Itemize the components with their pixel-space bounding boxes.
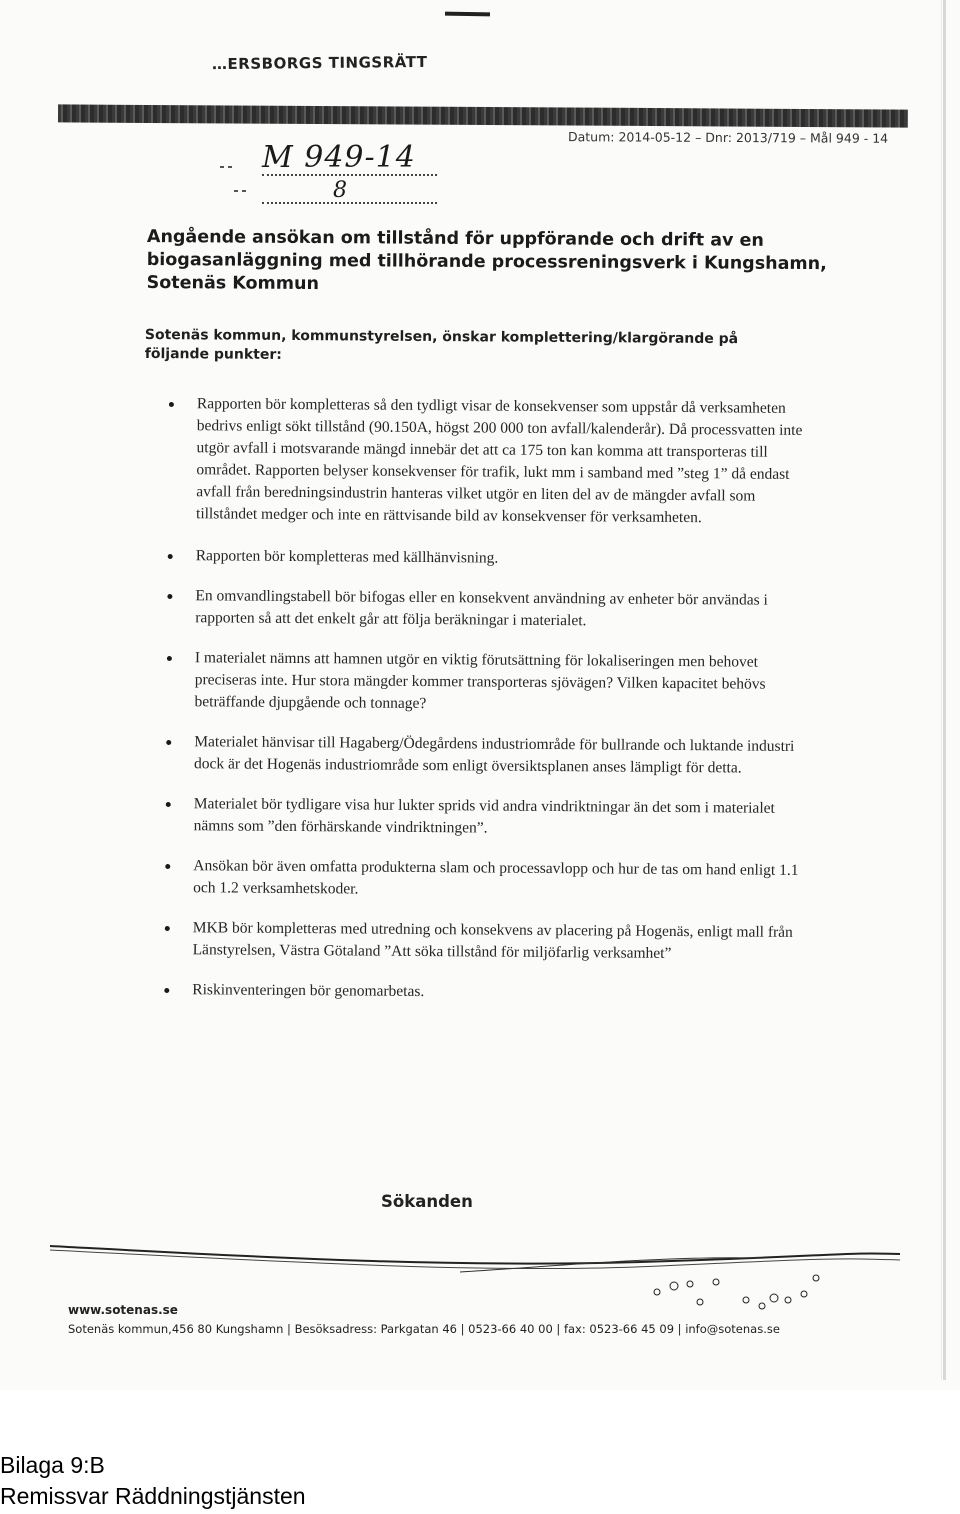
handwritten-aktbilaga: 8: [333, 178, 347, 203]
scan-edge: [943, 0, 946, 1380]
handwritten-case-number: M 949-14: [262, 140, 416, 175]
letter-subtitle: Sotenäs kommun, kommunstyrelsen, önskar komplettering/klargörande på följande punkter:: [144, 326, 739, 363]
footer-wave-logo: [40, 1232, 920, 1312]
footer-website: www.sotenas.se: [68, 1303, 178, 1317]
list-item: Rapporten bör kompletteras så den tydligt visar de konsekvenser som uppstår då verksamheten bedrivs enligt sökt tillstånd (90.150A, högst 200 000 ton avfall/kalenderår). Då processvatten inte utgör avfall i motsvarande mängd innebär det att ca 175 ton kan komma att transporteras till området. Rapporten belyser konsekvenser för trafik, lukt mm i samband med ”steg 1” då endast avfall från beredningsindustrin hanteras vilket utgör en liten del av de mängder avfall som tillståndet medger och inte en rättvisande bild av konsekvenser för verksamheten.: [167, 393, 818, 530]
signoff: Sökanden: [381, 1192, 473, 1211]
caption-attachment-label: Bilaga 9:B: [0, 1452, 105, 1478]
list-item: I materialet nämns att hamnen utgör en viktig förutsättning för lokaliseringen men behovet preciseras inte. Hur stora mängder kommer transporteras sjövägen? Vilken kapacitet behövs beträffande djupgående och tonnage?: [165, 647, 815, 718]
caption-description: Remissvar Räddningstjänsten: [0, 1483, 306, 1509]
list-item: Rapporten bör kompletteras med källhänvisning.: [167, 545, 817, 572]
letter-title: Angående ansökan om tillstånd för uppförande och drift av en biogasanläggning med tillhörande processreningsverk i Kungshamn, Sotenäs Kommun: [146, 226, 827, 295]
list-item: Riskinventeringen bör genomarbetas.: [163, 979, 813, 1006]
scan-edge-inner: [941, 0, 942, 1380]
list-item: Ansökan bör även omfatta produkterna slam och processavlopp och hur de tas om hand enligt 1.1 och 1.2 verksamhetskoder.: [164, 855, 814, 904]
aktbilaga-line: [262, 202, 437, 204]
scan-mark: [445, 12, 490, 17]
stamp-field-marks: [220, 160, 250, 200]
case-number-line: [262, 174, 437, 176]
list-item: Materialet bör tydligare visa hur lukter sprids vid andra vindriktningar än det som i materialet nämns som ”den förhärskande vindriktningen”.: [165, 793, 815, 842]
court-stamp: …ERSBORGS TINGSRÄTT: [211, 52, 428, 74]
list-item: En omvandlingstabell bör bifogas eller en konsekvent användning av enheter bör användas i rapporten så att det enkelt går att följa beräkningar i materialet.: [166, 585, 816, 634]
footer-address: Sotenäs kommun,456 80 Kungshamn | Besöksadress: Parkgatan 46 | 0523-66 40 00 | fax: 0523-66 45 09 | info@sotenas.se: [68, 1322, 780, 1336]
request-list: [163, 393, 818, 1006]
list-item: MKB bör kompletteras med utredning och konsekvens av placering på Hogenäs, enligt mall från Länstyrelsen, Västra Götaland ”Att söka tillstånd för miljöfarlig verksamhet”: [164, 917, 814, 966]
letter-date-reference: Datum: 2014-05-12 – Dnr: 2013/719 – Mål 949 - 14: [567, 129, 889, 146]
attachment-caption: [0, 1450, 306, 1512]
list-item: Materialet hänvisar till Hagaberg/Ödegårdens industriområde för bullrande och luktande industri dock är det Hogenäs industriområde som enligt översiktsplanen anses lämpligt för detta.: [165, 731, 815, 780]
fax-header-bar: [58, 104, 908, 127]
